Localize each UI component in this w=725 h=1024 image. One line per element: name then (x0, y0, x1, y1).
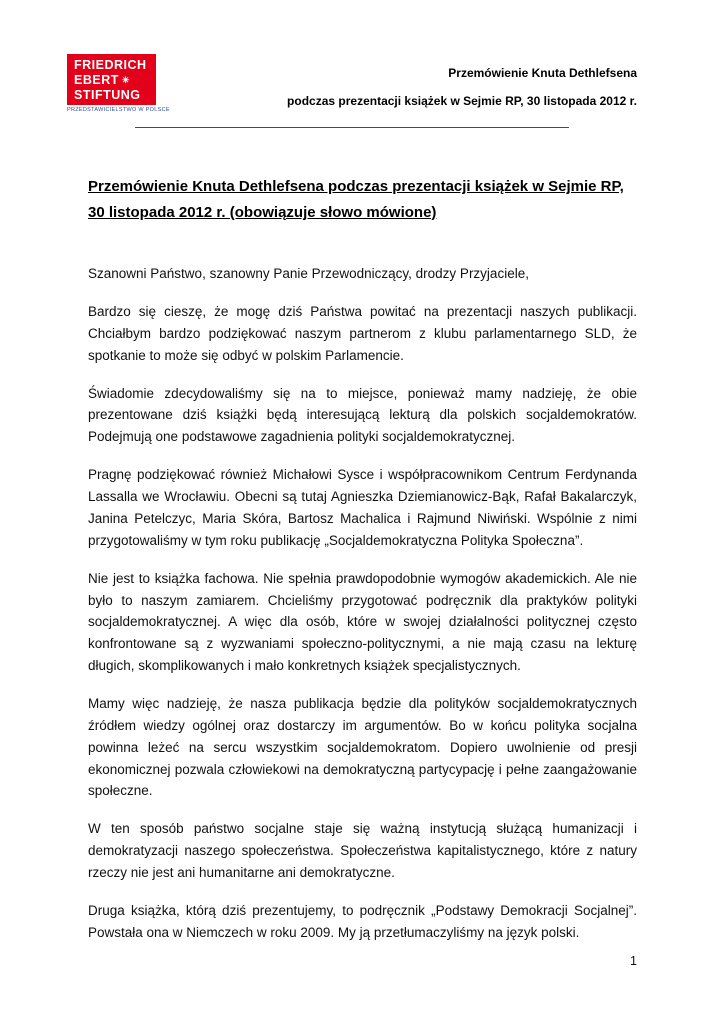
header-title-block (287, 54, 637, 115)
paragraph: W ten sposób państwo socjalne staje się ważną instytucją służącą humanizacji i demokratyzacji naszego społeczeństwa. Społeczeństwa kapitalistycznego, które z natury rzeczy nie jest ani humanitarne ani demokratyczne. (88, 821, 637, 880)
paragraph: Mamy więc nadzieję, że nasza publikacja będzie dla polityków socjaldemokratycznych źródłem wiedzy ogólnej oraz dostarczy im argumentów. Bo w końcu polityka socjalna powinna leżeć na sercu wszystkim socjaldemokratom. Dopiero uwolnienie od presji ekonomicznej pozwala człowiekowi na demokratyczną partycypację i pełne zaangażowanie społeczne. (88, 695, 637, 799)
fes-logo-box (67, 54, 156, 105)
paragraph: Pragnę podziękować również Michałowi Sysce i współpracownikom Centrum Ferdynanda Lassalla we Wrocławiu. Obecni są tutaj Agnieszka Dziemianowicz-Bąk, Rafał Bakalarczyk, Janina Petelczyc, Maria Skóra, Bartosz Machalica i Rajmund Niwiński. Wspólnie z nimi przygotowaliśmy w tym roku publikację „Socjaldemokratyczna Polityka Społeczna”. (88, 467, 637, 548)
header-title-line2: podczas prezentacji książek w Sejmie RP, 30 listopada 2012 r. (287, 93, 637, 108)
document-title: Przemówienie Knuta Dethlefsena podczas prezentacji książek w Sejmie RP, 30 listopada 2012 r. (obowiązuje słowo mówione) (88, 178, 624, 221)
paragraph-salutation: Szanowni Państwo, szanowny Panie Przewodniczący, drodzy Przyjaciele, (88, 266, 529, 282)
paragraph: Świadomie zdecydowaliśmy się na to miejsce, ponieważ mamy nadzieję, że obie prezentowane dziś książki będą interesującą lekturą dla polskich socjaldemokratów. Podejmują one podstawowe zagadnienia polityki socjaldemokratycznej. (88, 385, 637, 445)
fes-logo-line3: STIFTUNG (74, 87, 141, 102)
fes-logo (67, 54, 177, 113)
header-divider (135, 127, 569, 128)
page-header (67, 0, 637, 115)
fes-logo-subtext: PRZEDSTAWICIELSTWO W POLSCE (67, 107, 170, 113)
paragraph: Bardzo się cieszę, że mogę dziś Państwa powitać na prezentacji naszych publikacji. Chciałbym bardzo podziękować naszym partnerom z klubu parlamentarnego SLD, że spotkanie to może się odbyć w polskim Parlamencie. (88, 304, 637, 363)
fes-logo-line1: FRIEDRICH (74, 58, 147, 72)
document-body (88, 263, 637, 943)
paragraph: Druga książka, którą dziś prezentujemy, to podręcznik „Podstawy Demokracji Socjalnej”. Powstała ona w Niemczech w roku 2009. My ją przetłumaczyliśmy na język polski. (88, 902, 637, 940)
header-title-line1: Przemówienie Knuta Dethlefsena (448, 66, 637, 80)
paragraph: Nie jest to książka fachowa. Nie spełnia prawdopodobnie wymogów akademickich. Ale nie było to naszym zamiarem. Chcieliśmy przygotować podręcznik dla praktyków polityki socjaldemokratycznej. A więc dla osób, które w swojej działalności politycznej często konfrontowane są z wyzwaniami społeczno-politycznymi, a nie mają czasu na lekturę długich, skomplikowanych i mało konkretnych książek specjalistycznych. (88, 570, 637, 674)
fes-logo-line2: EBERT (74, 72, 119, 87)
page-number: 1 (630, 954, 637, 968)
fes-emblem-icon: ✳ (121, 74, 130, 85)
